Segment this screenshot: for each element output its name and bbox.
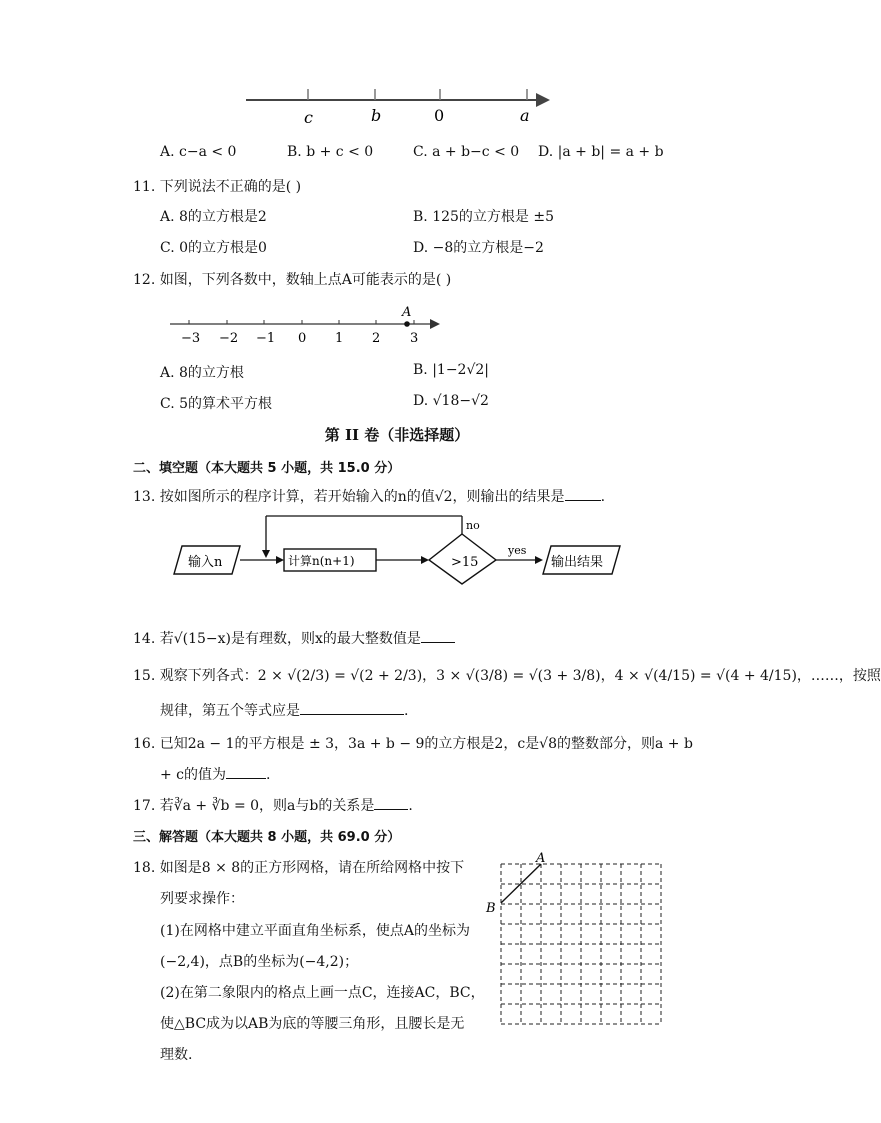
- q18-line6: 使△BC成为以AB为底的等腰三角形，且腰长是无: [160, 1016, 465, 1032]
- tick-label: −2: [219, 331, 239, 346]
- tick-label: 1: [335, 331, 344, 346]
- q12-option-d: D. √18−√2: [413, 393, 489, 409]
- q10-option-d: D. |a + b| = a + b: [538, 144, 664, 160]
- q12-option-b: B. |1−2√2|: [413, 362, 489, 378]
- flow-yes-label: yes: [508, 544, 527, 557]
- q15-line1: 15. 观察下列各式：2 × √(2/3) = √(2 + 2/3)，3 × √(3/8) = √(3 + 3/8)，4 × √(4/15) = √(4 + 4/15)，……，按照: [133, 668, 881, 684]
- flow-compute-label: 计算n(n+1): [288, 554, 355, 568]
- q18-line3: (1)在网格中建立平面直角坐标系，使点A的坐标为: [160, 923, 470, 939]
- q14-stem: 14. 若√(15−x)是有理数，则x的最大整数值是: [133, 628, 455, 648]
- tick-label: −3: [181, 331, 201, 346]
- q12-option-c: C. 5的算术平方根: [160, 396, 273, 412]
- q18-line7: 理数.: [160, 1047, 193, 1063]
- flowchart: [170, 512, 630, 590]
- q10-option-b: B. b + c < 0: [287, 144, 374, 160]
- label-a: a: [520, 106, 530, 125]
- q13-stem: 13. 按如图所示的程序计算，若开始输入的n的值√2，则输出的结果是 .: [133, 486, 605, 506]
- q11-stem: 11. 下列说法不正确的是( ): [133, 179, 302, 195]
- tick-label: 3: [410, 331, 419, 346]
- tick-label: 0: [298, 331, 307, 346]
- point-a: [404, 321, 410, 327]
- flow-output-label: 输出结果: [551, 555, 604, 570]
- section2-header: 二、填空题（本大题共 5 小题，共 15.0 分）: [133, 461, 401, 476]
- q10-option-c: C. a + b−c < 0: [413, 144, 520, 160]
- tick-label: 2: [372, 331, 381, 346]
- q11-option-d: D. −8的立方根是−2: [413, 240, 544, 256]
- q18-line4: (−2,4)，点B的坐标为(−4,2)；: [160, 954, 359, 970]
- flow-condition-label: >15: [451, 555, 479, 570]
- q18-grid: [486, 848, 666, 1028]
- q11-option-b: B. 125的立方根是 ±5: [413, 209, 554, 225]
- segment-ab: [501, 864, 541, 903]
- q10-option-a: A. c−a < 0: [160, 144, 237, 160]
- flow-input-label: 输入n: [188, 555, 223, 570]
- label-b: b: [371, 106, 382, 125]
- q18-line5: (2)在第二象限内的格点上画一点C，连接AC，BC，: [160, 985, 485, 1001]
- q12-option-a: A. 8的立方根: [160, 365, 244, 381]
- q11-option-c: C. 0的立方根是0: [160, 240, 267, 256]
- q15-line2: 规律，第五个等式应是 .: [160, 700, 408, 720]
- q16-line1: 16. 已知2a − 1的平方根是 ± 3，3a + b − 9的立方根是2，c是√8的整数部分，则a + b: [133, 736, 693, 752]
- point-a-label: A: [402, 305, 412, 320]
- tick-label: −1: [256, 331, 276, 346]
- q12-stem: 12. 如图，下列各数中，数轴上点A可能表示的是( ): [133, 272, 452, 288]
- flow-no-label: no: [466, 519, 480, 532]
- label-c: c: [304, 108, 313, 127]
- section3-header: 三、解答题（本大题共 8 小题，共 69.0 分）: [133, 830, 401, 845]
- part2-title: 第 II 卷（非选择题）: [324, 426, 470, 444]
- label-0: 0: [434, 106, 445, 125]
- grid-label-a: A: [536, 851, 546, 866]
- q16-line2: + c的值为 .: [160, 764, 270, 784]
- number-line-2: [166, 302, 446, 348]
- q18-line2: 列要求操作：: [160, 891, 244, 907]
- q17-stem: 17. 若∛a + ∛b = 0，则a与b的关系是 .: [133, 795, 413, 815]
- number-line-1: [240, 80, 560, 130]
- q18-line1: 18. 如图是8 × 8的正方形网格，请在所给网格中按下: [133, 860, 465, 876]
- q11-option-a: A. 8的立方根是2: [160, 209, 267, 225]
- grid-label-b: B: [486, 901, 496, 916]
